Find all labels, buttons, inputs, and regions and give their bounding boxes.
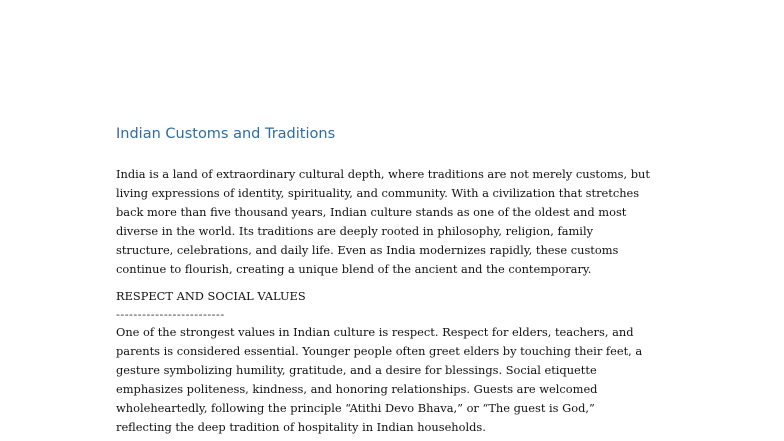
section-line: gesture symbolizing humility, gratitude, and a desire for blessings. Social etiquette <box>116 363 597 377</box>
document-body <box>116 125 672 437</box>
section-paragraph <box>116 323 672 437</box>
section-line: wholeheartedly, following the principle “Atithi Devo Bhava,” or “The guest is God,” <box>116 401 595 415</box>
section-line: One of the strongest values in Indian culture is respect. Respect for elders, teachers, and <box>116 325 634 339</box>
intro-line: India is a land of extraordinary cultural depth, where traditions are not merely customs, but <box>116 167 650 181</box>
intro-line: diverse in the world. Its traditions are deeply rooted in philosophy, religion, family <box>116 224 594 238</box>
section-line: parents is considered essential. Younger people often greet elders by touching their feet, a <box>116 344 643 358</box>
intro-line: back more than five thousand years, Indian culture stands as one of the oldest and most <box>116 205 627 219</box>
section-divider: ------------------------- <box>116 307 225 321</box>
intro-line: living expressions of identity, spirituality, and community. With a civilization that stretches <box>116 186 640 200</box>
section-heading: RESPECT AND SOCIAL VALUES <box>116 289 306 303</box>
intro-paragraph <box>116 165 672 279</box>
intro-line: structure, celebrations, and daily life. Even as India modernizes rapidly, these customs <box>116 243 619 257</box>
document-title: Indian Customs and Traditions <box>116 126 336 142</box>
intro-line: continue to flourish, creating a unique blend of the ancient and the contemporary. <box>116 262 592 276</box>
section-line: emphasizes politeness, kindness, and honoring relationships. Guests are welcomed <box>116 382 598 396</box>
section-line: reflecting the deep tradition of hospitality in Indian households. <box>116 420 486 434</box>
